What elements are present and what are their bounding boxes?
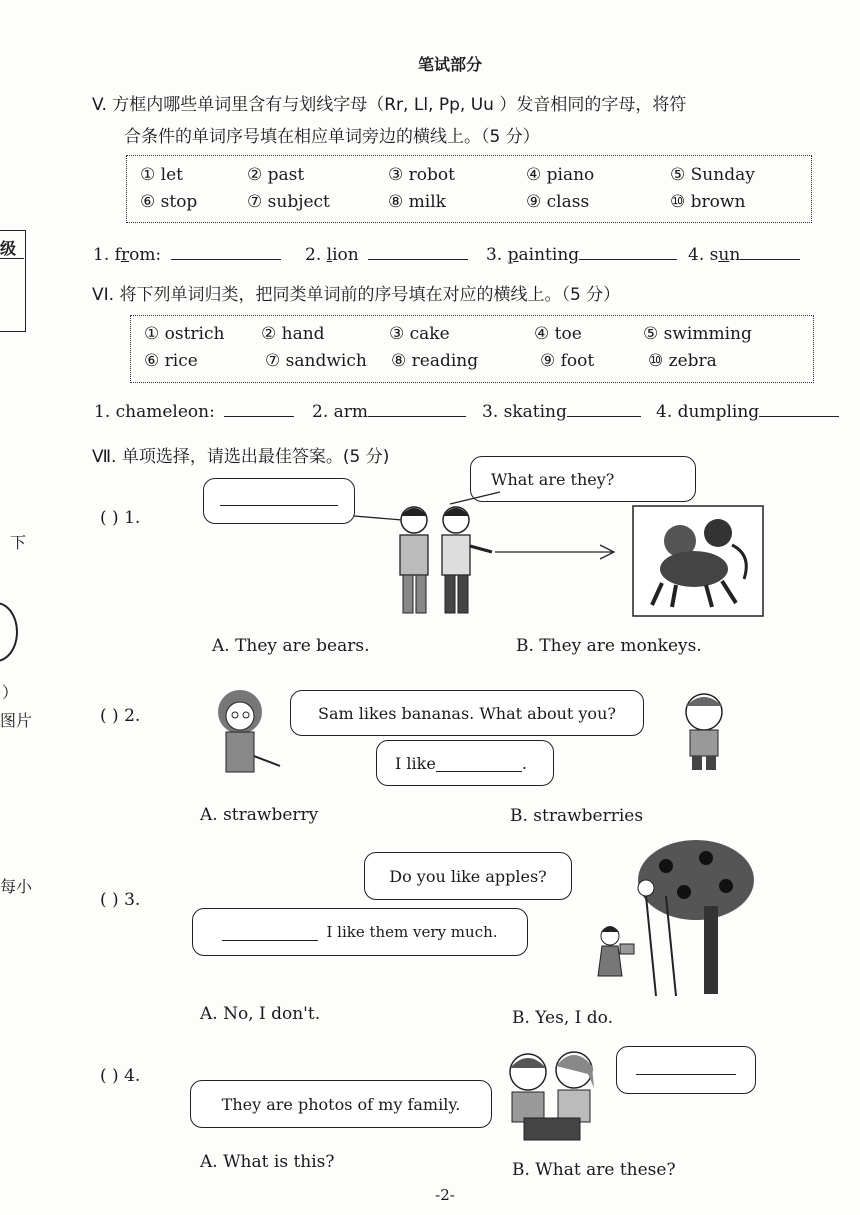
section6-item [482, 400, 641, 422]
item-word: f [114, 245, 121, 265]
answer-blank[interactable] [740, 243, 800, 260]
section5-item [486, 243, 677, 265]
section7-heading: Ⅶ. 单项选择，请选出最佳答案。(5 分) [92, 447, 390, 467]
underlined-letter: l [326, 245, 333, 265]
word-option: ⑩ brown [670, 192, 746, 212]
option-a[interactable]: A. strawberry [200, 805, 319, 825]
item-word: ion [332, 245, 359, 265]
option-b[interactable]: B. Yes, I do. [512, 1008, 613, 1028]
answer-paren[interactable]: ( ) 3. [100, 890, 141, 910]
girl-illustration [200, 686, 292, 778]
word-option: ⑨ class [526, 192, 590, 212]
answer-paren[interactable]: ( ) 2. [100, 706, 141, 726]
option-b[interactable]: B. What are these? [512, 1160, 676, 1180]
speech-bubble-answer [192, 908, 528, 956]
word-option: ⑤ Sunday [670, 165, 755, 185]
word-option: ⑦ sandwich [265, 351, 367, 371]
section6-item [94, 400, 294, 422]
word-option: ⑥ stop [140, 192, 198, 212]
section5-heading: V. 方框内哪些单词里含有与划线字母（Rr, Ll, Pp, Uu ）发音相同的字母，将符 [92, 95, 687, 115]
answer-blank[interactable] [224, 400, 294, 417]
word-option: ② hand [261, 324, 325, 344]
answer-blank[interactable] [368, 400, 466, 417]
section5-item [305, 243, 468, 265]
underlined-letter: p [507, 245, 519, 265]
option-a[interactable]: A. What is this? [200, 1152, 335, 1172]
section6-item [312, 400, 466, 422]
speech-bubble-blank [203, 478, 355, 524]
word-option: ② past [247, 165, 305, 185]
coin-icon [0, 602, 18, 662]
item-number: 4. [688, 245, 705, 265]
option-b[interactable]: B. They are monkeys. [516, 636, 702, 656]
monkeys-picture [632, 505, 764, 617]
item-word: s [709, 245, 719, 265]
item-word: ainting [518, 245, 580, 265]
margin-text: ） [2, 683, 19, 702]
answer-blank[interactable] [222, 924, 318, 941]
bubble-text: I like [395, 753, 436, 773]
answer-blank[interactable] [171, 243, 281, 260]
speech-bubble: Do you like apples? [364, 852, 572, 900]
answer-blank[interactable] [368, 243, 468, 260]
option-b[interactable]: B. strawberries [510, 806, 644, 826]
answer-paren[interactable]: ( ) 4. [100, 1066, 141, 1086]
speech-bubble-blank [616, 1046, 756, 1094]
section6-item [656, 400, 839, 422]
word-option: ① ostrich [144, 324, 225, 344]
boys-pointing-illustration [350, 490, 650, 625]
section5-heading2: 合条件的单词序号填在相应单词旁边的横线上。（5 分） [124, 127, 540, 147]
underlined-letter: r [120, 245, 130, 265]
margin-text: 图片 [0, 711, 33, 730]
item-word: 4. dumpling [656, 402, 760, 422]
item-word: n [729, 245, 741, 265]
word-option: ⑤ swimming [643, 324, 752, 344]
bubble-text: I like them very much. [326, 923, 498, 941]
item-word: om: [129, 245, 162, 265]
word-option: ⑥ rice [144, 351, 198, 371]
word-option: ⑧ reading [391, 351, 479, 371]
margin-text: 下 [10, 533, 27, 552]
answer-blank[interactable] [636, 1066, 736, 1075]
item-word: 1. chameleon: [94, 402, 215, 422]
speech-bubble-answer: I like . [376, 740, 554, 786]
answer-blank[interactable] [436, 755, 522, 772]
option-a[interactable]: A. No, I don't. [200, 1004, 321, 1024]
item-number: 1. [93, 245, 110, 265]
underlined-letter: u [718, 245, 730, 265]
children-photo-album-illustration [498, 1044, 608, 1148]
answer-blank[interactable] [220, 497, 338, 506]
word-option: ⑨ foot [540, 351, 595, 371]
page-number: -2- [435, 1186, 455, 1204]
speech-bubble: What are they? [470, 456, 696, 502]
speech-bubble: Sam likes bananas. What about you? [290, 690, 644, 736]
word-option: ③ cake [389, 324, 450, 344]
answer-blank[interactable] [579, 243, 677, 260]
item-word: 3. skating [482, 402, 567, 422]
word-option: ⑧ milk [388, 192, 446, 212]
answer-blank[interactable] [759, 400, 839, 417]
page-title: 笔试部分 [417, 55, 482, 74]
word-option: ③ robot [388, 165, 455, 185]
section5-item [688, 243, 800, 265]
word-option: ④ toe [534, 324, 582, 344]
option-a[interactable]: A. They are bears. [212, 636, 370, 656]
answer-paren[interactable]: ( ) 1. [100, 508, 141, 528]
margin-text: 级 [0, 239, 17, 258]
boy-sam-illustration [676, 688, 732, 772]
answer-blank[interactable] [567, 400, 641, 417]
word-option: ⑩ zebra [648, 351, 717, 371]
word-option: ① let [140, 165, 183, 185]
apple-tree-illustration [586, 836, 756, 998]
section6-heading: VI. 将下列单词归类，把同类单词前的序号填在对应的横线上。（5 分） [92, 285, 621, 305]
word-option: ⑦ subject [247, 192, 330, 212]
item-number: 3. [486, 245, 503, 265]
item-word: 2. arm [312, 402, 369, 422]
section5-item [93, 243, 281, 265]
margin-text: 每小 [0, 877, 33, 896]
item-number: 2. [305, 245, 322, 265]
word-option: ④ piano [526, 165, 595, 185]
speech-bubble: They are photos of my family. [190, 1080, 492, 1128]
